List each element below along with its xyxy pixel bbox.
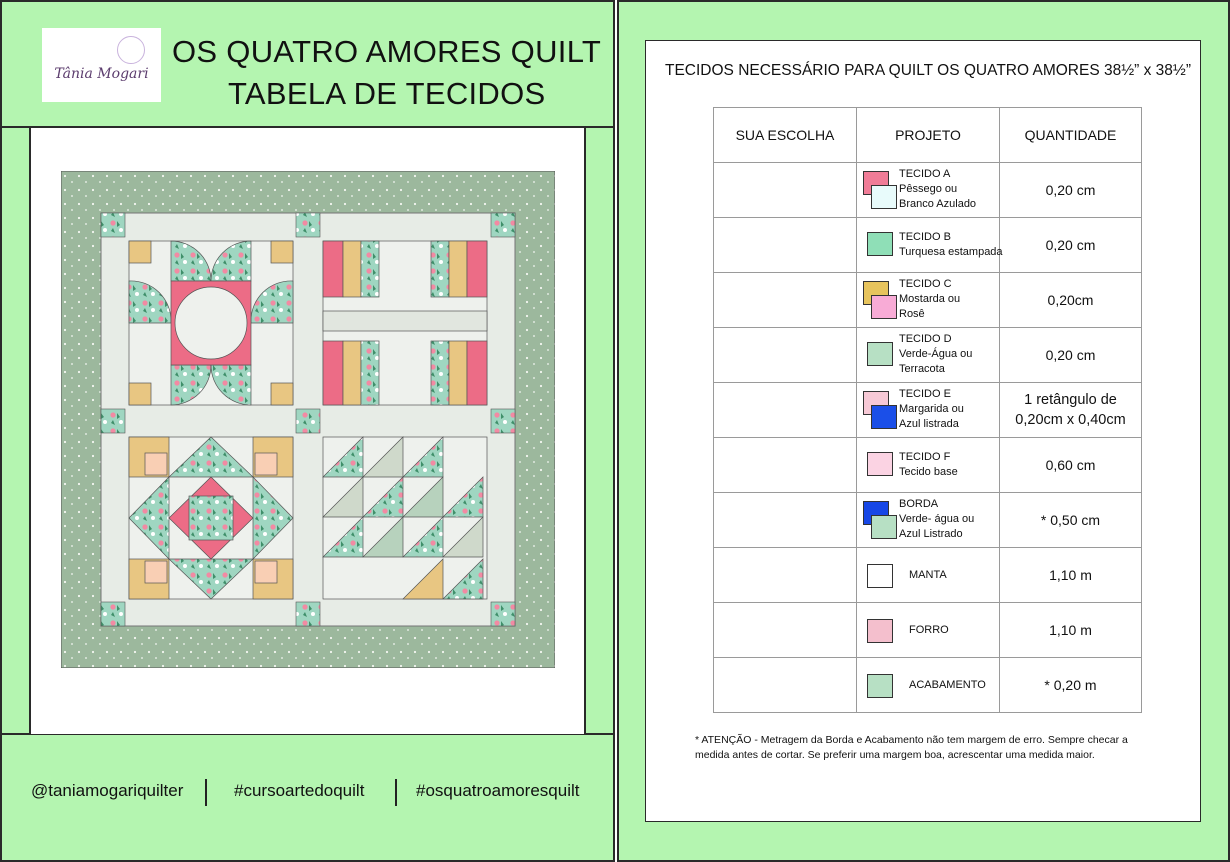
choice-cell[interactable] bbox=[714, 548, 857, 603]
table-row bbox=[714, 328, 1142, 383]
table-row bbox=[714, 493, 1142, 548]
fabric-label-line: Tecido base bbox=[899, 466, 958, 478]
choice-cell[interactable] bbox=[714, 493, 857, 548]
fabric-label-line: Pêssego ou bbox=[899, 183, 958, 195]
fabric-label bbox=[899, 387, 964, 432]
fabric-label-line: TECIDO A bbox=[899, 168, 951, 180]
fabric-table bbox=[713, 107, 1142, 713]
fabric-label-line: TECIDO B bbox=[899, 231, 951, 243]
project-cell bbox=[857, 328, 1000, 383]
fabric-label bbox=[899, 450, 958, 480]
fabric-label bbox=[909, 568, 947, 583]
quantity-cell bbox=[1000, 383, 1142, 438]
table-row bbox=[714, 273, 1142, 328]
table-row bbox=[714, 548, 1142, 603]
fabric-label-line: TECIDO E bbox=[899, 388, 951, 400]
quantity-cell: 0,20 cm bbox=[1000, 218, 1142, 273]
fabric-label-line: Rosê bbox=[899, 308, 925, 320]
fabric-label-line: Mostarda ou bbox=[899, 293, 961, 305]
choice-cell[interactable] bbox=[714, 328, 857, 383]
table-row bbox=[714, 163, 1142, 218]
logo bbox=[42, 28, 161, 102]
fabric-label-line: BORDA bbox=[899, 498, 939, 510]
fabric-label-line: Terracota bbox=[899, 363, 945, 375]
page-subtitle: TABELA DE TECIDOS bbox=[228, 76, 546, 111]
project-cell bbox=[857, 218, 1003, 273]
quantity-cell: 0,20cm bbox=[1000, 273, 1142, 328]
choice-cell[interactable] bbox=[714, 273, 857, 328]
fabric-label-line: TECIDO F bbox=[899, 451, 951, 463]
choice-cell[interactable] bbox=[714, 383, 857, 438]
fabric-swatch bbox=[867, 342, 893, 366]
header-choice: SUA ESCOLHA bbox=[714, 108, 857, 163]
fabric-label-line: MANTA bbox=[909, 569, 947, 581]
quantity-line: 0,20cm x 0,40cm bbox=[1015, 412, 1126, 428]
fabric-label-line: TECIDO C bbox=[899, 278, 952, 290]
table-row bbox=[714, 218, 1142, 273]
fabric-label bbox=[899, 497, 974, 542]
hashtag-instagram[interactable]: @taniamogariquilter bbox=[31, 781, 184, 800]
quantity-line: 1 retângulo de bbox=[1024, 392, 1117, 408]
choice-cell[interactable] bbox=[714, 438, 857, 493]
footer-separator bbox=[395, 779, 397, 806]
note-line: * ATENÇÃO - Metragem da Borda e Acabamento não tem margem de erro. Sempre checar a bbox=[695, 734, 1128, 746]
hashtag-curso[interactable]: #cursoartedoquilt bbox=[234, 781, 365, 800]
choice-cell[interactable] bbox=[714, 163, 857, 218]
project-cell bbox=[857, 163, 1000, 218]
fabric-label-line: TECIDO D bbox=[899, 333, 952, 345]
fabric-label-line: FORRO bbox=[909, 624, 949, 636]
attention-note bbox=[695, 733, 1165, 763]
fabric-label-line: Verde-Água ou bbox=[899, 348, 973, 360]
project-cell bbox=[857, 603, 1000, 658]
fabric-label-line: ACABAMENTO bbox=[909, 679, 986, 691]
fabric-swatch bbox=[867, 564, 893, 588]
table-row bbox=[714, 438, 1142, 493]
fabric-label-line: Margarida ou bbox=[899, 403, 964, 415]
page-title: OS QUATRO AMORES QUILT bbox=[172, 34, 602, 69]
header-quantity: QUANTIDADE bbox=[1000, 108, 1142, 163]
fabric-label bbox=[899, 230, 1003, 260]
quantity-cell: 0,20 cm bbox=[1000, 163, 1142, 218]
fabric-swatch bbox=[871, 405, 897, 429]
quantity-cell: 0,20 cm bbox=[1000, 328, 1142, 383]
project-cell bbox=[857, 548, 1000, 603]
project-cell bbox=[857, 493, 1000, 548]
project-cell bbox=[857, 273, 1000, 328]
footer-separator bbox=[205, 779, 207, 806]
fabric-swatch bbox=[871, 295, 897, 319]
fabric-label-line: Verde- água ou bbox=[899, 513, 975, 525]
choice-cell[interactable] bbox=[714, 218, 857, 273]
quantity-cell: * 0,20 m bbox=[1000, 658, 1142, 713]
table-header-row bbox=[714, 108, 1142, 163]
fabric-label bbox=[909, 623, 949, 638]
project-cell bbox=[857, 658, 1000, 713]
fabric-swatch bbox=[871, 515, 897, 539]
quantity-cell: * 0,50 cm bbox=[1000, 493, 1142, 548]
fabric-swatch bbox=[867, 674, 893, 698]
table-row bbox=[714, 383, 1142, 438]
fabric-label-line: Azul listrada bbox=[899, 418, 959, 430]
choice-cell[interactable] bbox=[714, 603, 857, 658]
quantity-cell: 0,60 cm bbox=[1000, 438, 1142, 493]
logo-text: Tânia Mogari bbox=[54, 66, 149, 82]
fabric-label bbox=[909, 678, 986, 693]
header-project: PROJETO bbox=[857, 108, 1000, 163]
quantity-cell: 1,10 m bbox=[1000, 548, 1142, 603]
fabric-label bbox=[899, 167, 976, 212]
project-cell bbox=[857, 438, 1000, 493]
fabric-label-line: Turquesa estampada bbox=[899, 246, 1003, 258]
table-row bbox=[714, 658, 1142, 713]
fabric-swatch bbox=[867, 232, 893, 256]
fabric-label-line: Azul Listrado bbox=[899, 528, 963, 540]
fabric-label bbox=[899, 277, 960, 322]
quantity-cell: 1,10 m bbox=[1000, 603, 1142, 658]
quilt-illustration bbox=[61, 171, 555, 668]
fabric-swatch bbox=[867, 619, 893, 643]
fabric-label-line: Branco Azulado bbox=[899, 198, 977, 210]
table-row bbox=[714, 603, 1142, 658]
note-line: medida antes de cortar. Se preferir uma margem boa, acrescentar uma medida maior. bbox=[695, 749, 1095, 761]
hashtag-quilt[interactable]: #osquatroamoresquilt bbox=[416, 781, 580, 800]
project-cell bbox=[857, 383, 1000, 438]
fabric-swatch bbox=[867, 452, 893, 476]
logo-flower-icon bbox=[117, 36, 145, 64]
table-title: TECIDOS NECESSÁRIO PARA QUILT OS QUATRO AMORES 38½” x 38½” bbox=[665, 62, 1191, 79]
fabric-swatch bbox=[871, 185, 897, 209]
fabric-label bbox=[899, 332, 972, 377]
choice-cell[interactable] bbox=[714, 658, 857, 713]
